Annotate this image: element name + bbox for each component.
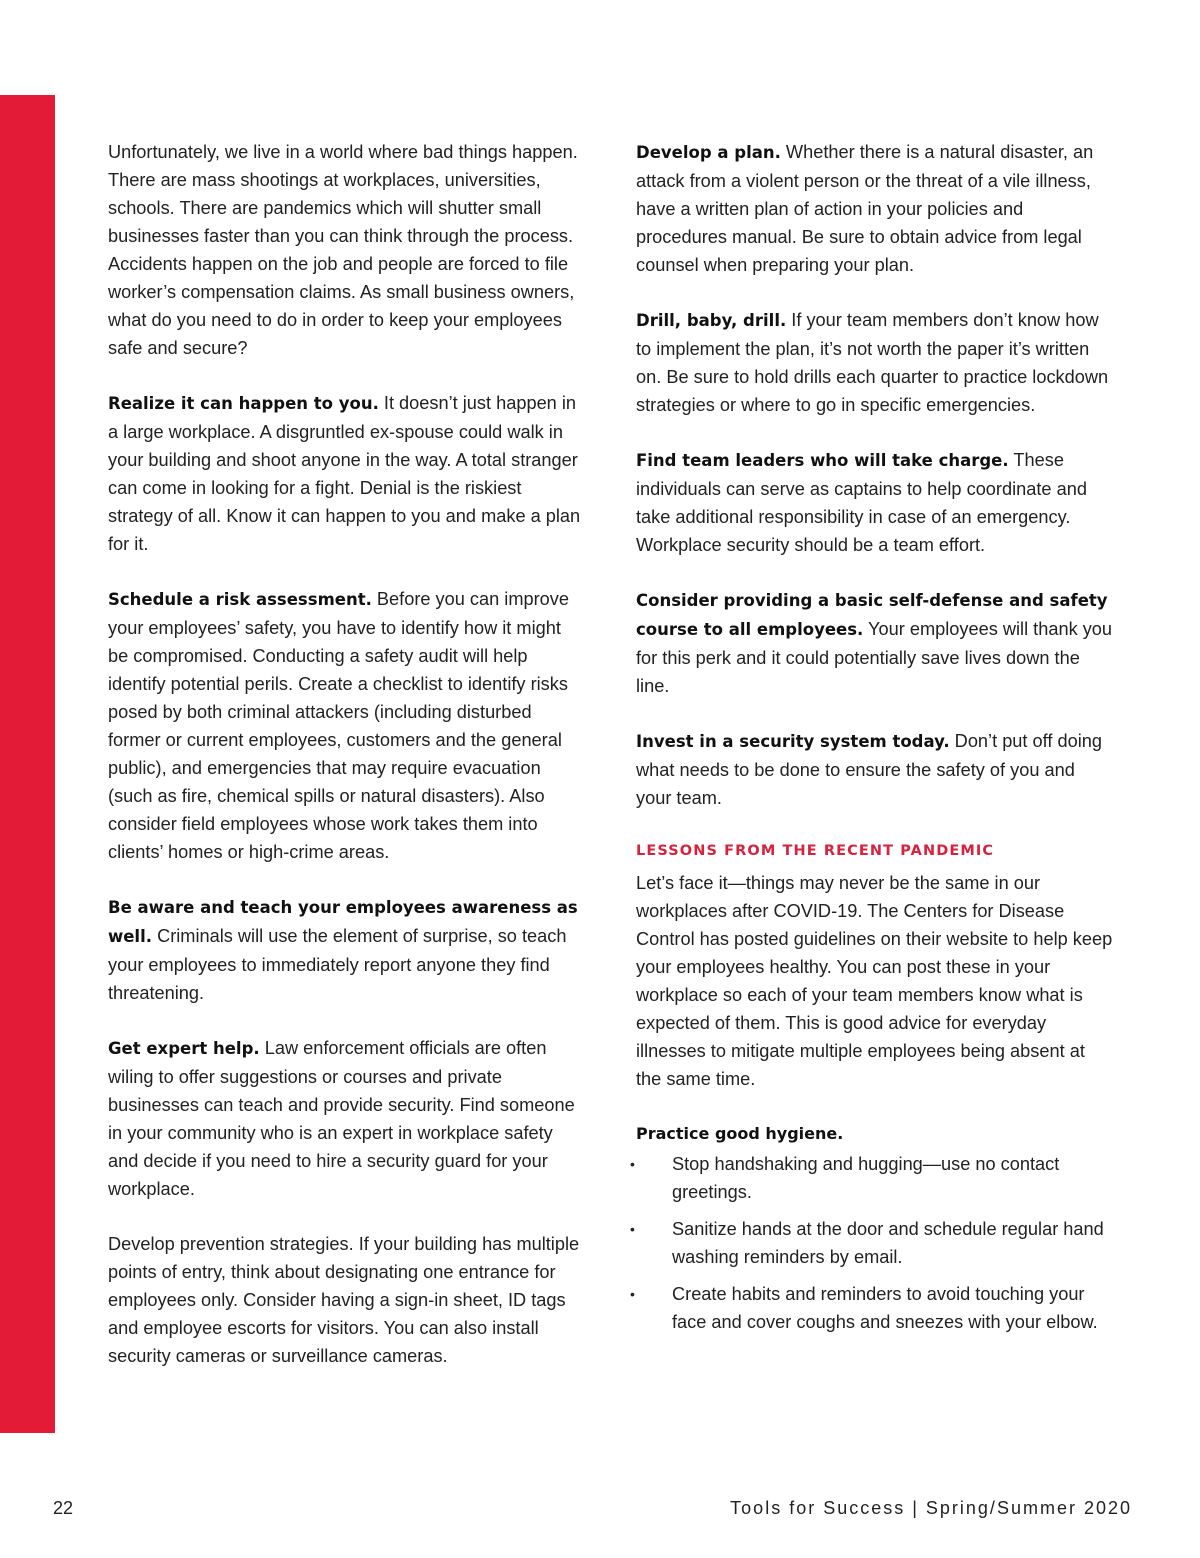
list-item: • Stop handshaking and hugging—use no contact greetings.: [636, 1150, 1114, 1206]
bullet-icon: •: [630, 1156, 635, 1172]
list-item: • Sanitize hands at the door and schedule regular hand washing reminders by email.: [636, 1215, 1114, 1271]
paragraph-drill: Drill, baby, drill. If your team members don’t know how to implement the plan, it’s not worth the paper it’s written on. Be sure to hold drills each quarter to practice lockdown strategies or where to go in specific emergencies.: [636, 310, 1109, 415]
paragraph-self-defense: Consider providing a basic self-defense and safety course to all employees. Your employees will thank you for this perk and it could potentially save lives down the line.: [636, 591, 1113, 696]
paragraph-security-system: Invest in a security system today. Don’t put off doing what needs to be done to ensure the safety of you and your team.: [636, 731, 1102, 808]
paragraph-expert-help: Get expert help. Law enforcement officials are often wiling to offer suggestions or courses and private businesses can teach and provide security. Find someone in your community who is an expert in workplace safety and decide if you need to hire a security guard for your workplace.: [108, 1038, 575, 1199]
section-heading: LESSONS FROM THE RECENT PANDEMIC: [636, 843, 995, 859]
intro-paragraph: Unfortunately, we live in a world where bad things happen. There are mass shootings at workplaces, universities, schools. There are pandemics which will shutter small businesses faster than you can think through the process. Accidents happen on the job and people are forced to file worker’s compensation claims. As small business owners, what do you need to do in order to keep your employees safe and secure?: [108, 142, 578, 358]
right-column: [630, 138, 1114, 1345]
paragraph-risk-assessment: Schedule a risk assessment. Before you can improve your employees’ safety, you have to identify how it might be compromised. Conducting a safety audit will help identify potential perils. Create a checklist to identify risks posed by both criminal attackers (including disturbed former or current employees, customers and the general public), and emergencies that may require evacuation (such as fire, chemical spills or natural disasters). Also consider field employees whose work takes them into clients’ homes or high-crime areas.: [108, 589, 569, 862]
bullet-icon: •: [630, 1221, 635, 1237]
left-column: [108, 138, 586, 1397]
publication-footer: Tools for Success | Spring/Summer 2020: [730, 1498, 1132, 1518]
hygiene-list: [630, 1150, 1114, 1336]
section-body: Let’s face it—things may never be the same in our workplaces after COVID-19. The Centers for Disease Control has posted guidelines on their website to help keep your employees healthy. You can post these in your workplace so each of your team members know what is expected of them. This is good advice for everyday illnesses to mitigate multiple employees being absent at the same time.: [636, 873, 1113, 1089]
paragraph-team-leaders: Find team leaders who will take charge. These individuals can serve as captains to help coordinate and take additional responsibility in case of an emergency. Workplace security should be a team effort.: [636, 450, 1087, 555]
hygiene-subheading: Practice good hygiene.: [636, 1124, 844, 1143]
page-number: 22: [53, 1498, 74, 1518]
accent-side-bar: [0, 95, 55, 1433]
paragraph-prevention: Develop prevention strategies. If your building has multiple points of entry, think about designating one entrance for employees only. Consider having a sign-in sheet, ID tags and employee escorts for visitors. You can also install security cameras or surveillance cameras.: [108, 1234, 580, 1366]
paragraph-develop-plan: Develop a plan. Whether there is a natural disaster, an attack from a violent person or the threat of a vile illness, have a written plan of action in your policies and procedures manual. Be sure to obtain advice from legal counsel when preparing your plan.: [636, 142, 1094, 275]
paragraph-realize: Realize it can happen to you. It doesn’t just happen in a large workplace. A disgruntled ex-spouse could walk in your building and shoot anyone in the way. A total stranger can come in looking for a fight. Denial is the riskiest strategy of all. Know it can happen to you and make a plan for it.: [108, 393, 581, 554]
bullet-icon: •: [630, 1286, 635, 1302]
list-item: • Create habits and reminders to avoid touching your face and cover coughs and sneezes with your elbow.: [636, 1280, 1114, 1336]
paragraph-awareness: Be aware and teach your employees awareness as well. Criminals will use the element of surprise, so teach your employees to immediately report anyone they find threatening.: [108, 898, 578, 1003]
